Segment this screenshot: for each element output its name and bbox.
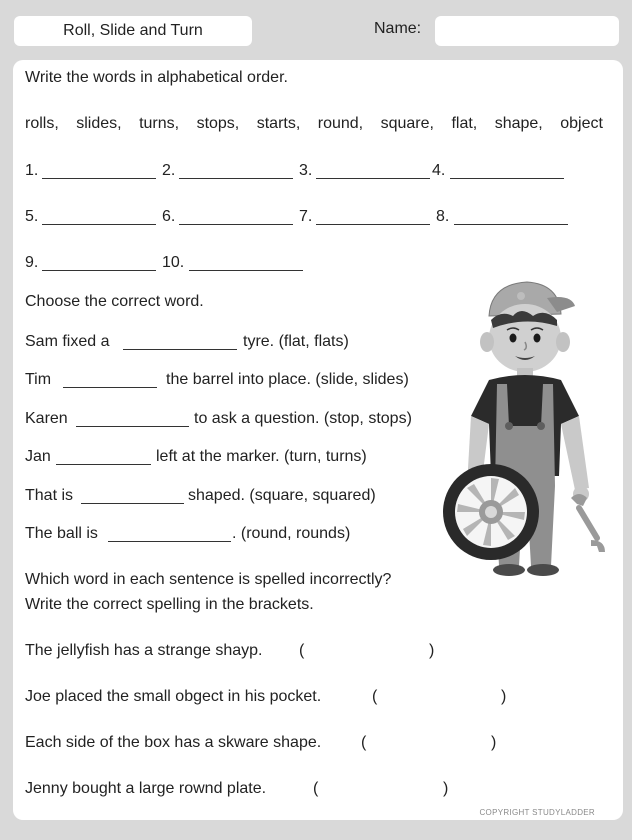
answer-blank-4[interactable] (450, 178, 564, 179)
sentence-start: That is (25, 487, 74, 504)
answer-number: 5. (25, 208, 39, 225)
open-bracket: ( (372, 688, 378, 705)
choice-blank[interactable] (76, 426, 189, 427)
spelling-sentence: Joe placed the small obgect in his pocket. (25, 688, 322, 705)
choice-blank[interactable] (108, 541, 231, 542)
answer-blank-7[interactable] (316, 224, 430, 225)
word-item: flat, (451, 115, 478, 132)
word-item: slides, (76, 115, 122, 132)
name-label: Name: (374, 20, 422, 37)
close-bracket: ) (429, 642, 435, 659)
word-item: starts, (256, 115, 301, 132)
close-bracket: ) (443, 780, 449, 797)
answer-blank-3[interactable] (316, 178, 430, 179)
sentence-start: The ball is (25, 525, 98, 542)
answer-blank-1[interactable] (42, 178, 156, 179)
alphabetical-instruction: Write the words in alphabetical order. (25, 69, 288, 86)
copyright-text: COPYRIGHT STUDYLADDER (479, 808, 595, 817)
word-item: object (560, 115, 603, 132)
answer-blank-6[interactable] (179, 224, 293, 225)
spelling-instruction: Which word in each sentence is spelled incorrectly? (25, 571, 392, 588)
answer-blank-2[interactable] (179, 178, 293, 179)
sentence-end: left at the marker. (turn, turns) (156, 448, 367, 465)
answer-blank-10[interactable] (189, 270, 303, 271)
sentence-start: Tim (25, 371, 52, 388)
spelling-instruction: Write the correct spelling in the brackets. (25, 596, 314, 613)
word-item: turns, (139, 115, 180, 132)
answer-blank-5[interactable] (42, 224, 156, 225)
open-bracket: ( (313, 780, 319, 797)
answer-number: 3. (299, 162, 313, 179)
answer-number: 7. (299, 208, 313, 225)
sentence-end: . (round, rounds) (232, 525, 351, 542)
choice-blank[interactable] (63, 387, 157, 388)
word-item: shape, (494, 115, 543, 132)
answer-number: 6. (162, 208, 176, 225)
close-bracket: ) (501, 688, 507, 705)
answer-number: 1. (25, 162, 39, 179)
sentence-end: tyre. (flat, flats) (243, 333, 349, 350)
choice-blank[interactable] (56, 464, 151, 465)
answer-number: 9. (25, 254, 39, 271)
word-list (25, 114, 603, 134)
sentence-end: shaped. (square, squared) (188, 487, 376, 504)
name-input[interactable] (435, 16, 619, 46)
close-bracket: ) (491, 734, 497, 751)
mechanic-with-tyre-icon (429, 276, 609, 576)
sentence-end: the barrel into place. (slide, slides) (166, 371, 409, 388)
sentence-start: Karen (25, 410, 68, 427)
answer-number: 2. (162, 162, 176, 179)
answer-number: 10. (162, 254, 185, 271)
sentence-end: to ask a question. (stop, stops) (194, 410, 412, 427)
word-item: rolls, (25, 115, 59, 132)
answer-number: 8. (436, 208, 450, 225)
sentence-start: Sam fixed a (25, 333, 110, 350)
word-item: round, (317, 115, 364, 132)
choose-word-instruction: Choose the correct word. (25, 293, 204, 310)
choice-blank[interactable] (81, 503, 184, 504)
spelling-sentence: The jellyfish has a strange shayp. (25, 642, 263, 659)
answer-number: 4. (432, 162, 446, 179)
choice-blank[interactable] (123, 349, 237, 350)
spelling-sentence: Each side of the box has a skware shape. (25, 734, 322, 751)
worksheet-title: Roll, Slide and Turn (14, 16, 252, 46)
sentence-start: Jan (25, 448, 51, 465)
word-item: stops, (196, 115, 240, 132)
open-bracket: ( (361, 734, 367, 751)
spelling-sentence: Jenny bought a large rownd plate. (25, 780, 267, 797)
open-bracket: ( (299, 642, 305, 659)
answer-blank-8[interactable] (454, 224, 568, 225)
worksheet-sheet (13, 60, 623, 820)
word-item: square, (380, 115, 434, 132)
answer-blank-9[interactable] (42, 270, 156, 271)
